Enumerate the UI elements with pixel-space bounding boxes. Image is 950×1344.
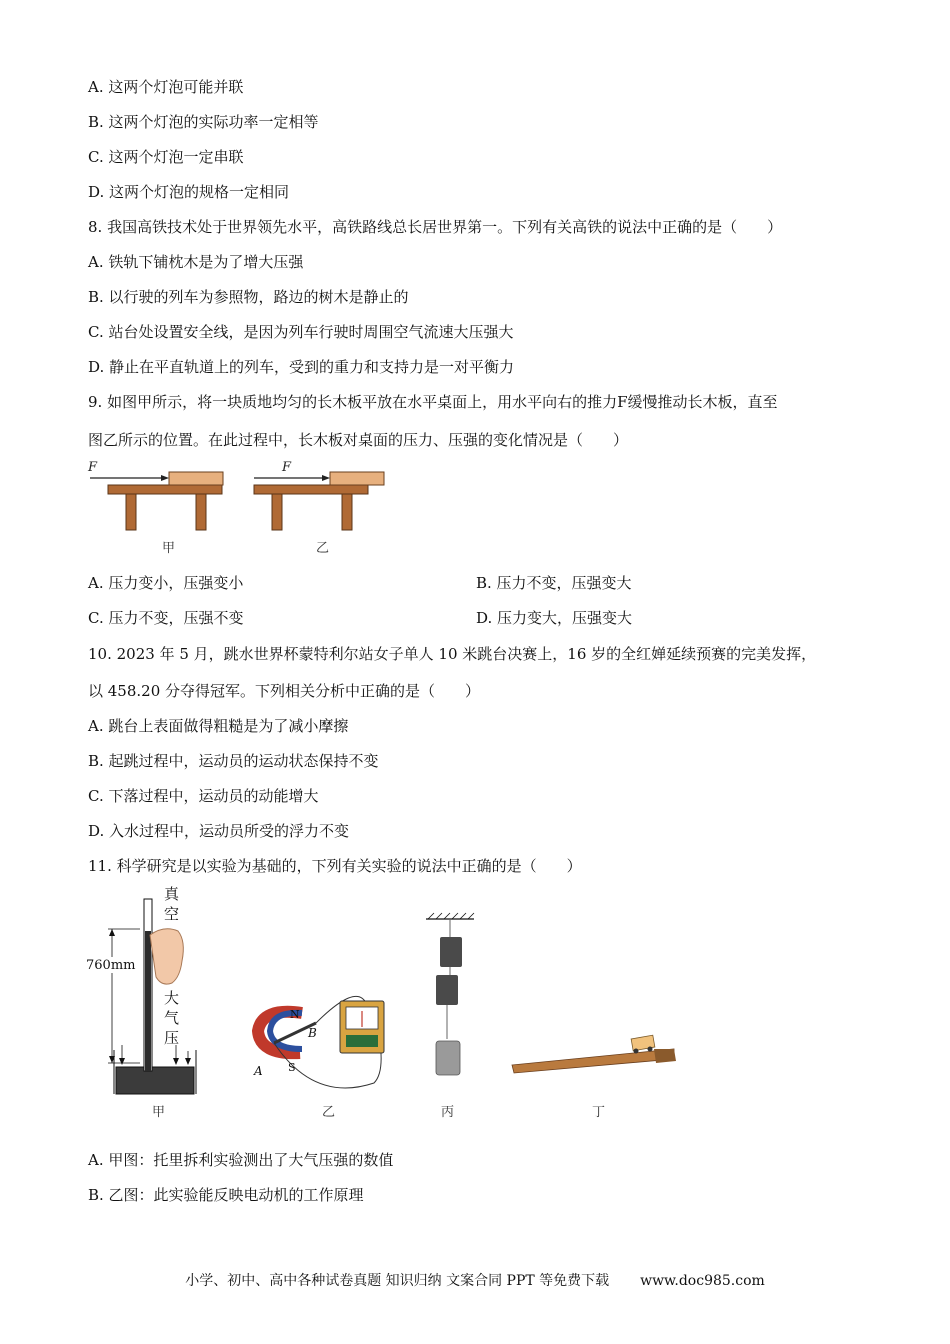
wooden-board xyxy=(512,1049,674,1073)
caption-jia-11: 甲 xyxy=(152,1105,166,1120)
table-yi xyxy=(254,460,384,530)
q11-option-b: B. 乙图：此实验能反映电动机的工作原理 xyxy=(88,1186,364,1204)
q8-stem: 8. 我国高铁技术处于世界领先水平，高铁路线总长居世界第一。下列有关高铁的说法中正确的是（ ） xyxy=(88,218,783,236)
q7-option-b: B. 这两个灯泡的实际功率一定相等 xyxy=(88,113,319,131)
q10-stem-line1: 10. 2023 年 5 月，跳水世界杯蒙特利尔站女子单人 10 米跳台决赛上，16 岁的全红婵延续预赛的完美发挥， xyxy=(88,645,817,663)
caption-jia: 甲 xyxy=(162,541,176,556)
q10-option-a: A. 跳台上表面做得粗糙是为了减小摩擦 xyxy=(88,717,349,735)
vacuum-label-1: 真 xyxy=(164,885,180,903)
q9-figure xyxy=(84,455,394,555)
q10-stem-line2: 以 458.20 分夺得冠军。下列相关分析中正确的是（ ） xyxy=(88,682,481,700)
q9-option-c: C. 压力不变，压强不变 xyxy=(88,609,244,627)
vacuum-label-2: 空 xyxy=(164,905,180,923)
weight-3 xyxy=(436,1041,460,1075)
q8-option-b: B. 以行驶的列车为参照物，路边的树木是静止的 xyxy=(88,288,409,306)
weight-1 xyxy=(440,937,462,967)
atm-label-1: 大 xyxy=(164,989,180,1007)
board-jia xyxy=(169,472,223,485)
caption-ding-11: 丁 xyxy=(592,1105,606,1120)
q8-option-d: D. 静止在平直轨道上的列车，受到的重力和支持力是一对平衡力 xyxy=(88,358,515,376)
q10-option-d: D. 入水过程中，运动员所受的浮力不变 xyxy=(88,822,350,840)
table-jia xyxy=(87,460,223,530)
mercury-column xyxy=(145,931,151,1071)
point-a-label: A xyxy=(254,1064,263,1078)
height-label: 760mm xyxy=(86,958,136,973)
page-footer xyxy=(0,1270,950,1290)
point-b-label: B xyxy=(308,1026,317,1040)
weight-2 xyxy=(436,975,458,1005)
q7-option-d: D. 这两个灯泡的规格一定相同 xyxy=(88,183,290,201)
q7-option-c: C. 这两个灯泡一定串联 xyxy=(88,148,244,166)
board-yi xyxy=(330,472,384,485)
q10-option-c: C. 下落过程中，运动员的动能增大 xyxy=(88,787,319,805)
induction-apparatus xyxy=(253,996,384,1088)
caption-bing-11: 丙 xyxy=(441,1105,455,1120)
force-label-yi: F xyxy=(282,460,292,475)
q8-option-a: A. 铁轨下铺枕木是为了增大压强 xyxy=(88,253,304,271)
q8-option-c: C. 站台处设置安全线，是因为列车行驶时周围空气流速大压强大 xyxy=(88,323,514,341)
footer-url[interactable]: www.doc985.com xyxy=(640,1273,765,1289)
force-label-jia: F xyxy=(88,460,98,475)
mercury-trough xyxy=(116,1067,194,1094)
q11-stem: 11. 科学研究是以实验为基础的，下列有关实验的说法中正确的是（ ） xyxy=(88,857,582,875)
caption-yi: 乙 xyxy=(316,541,330,556)
q9-stem-line2: 图乙所示的位置。在此过程中，长木板对桌面的压力、压强的变化情况是（ ） xyxy=(88,431,629,449)
q11-figure xyxy=(84,885,684,1120)
q9-stem-line1: 9. 如图甲所示，将一块质地均匀的长木板平放在水平桌面上，用水平向右的推力F缓慢推动长木板，直至 xyxy=(88,393,778,411)
hanging-weights xyxy=(426,913,474,1075)
footer-text: 小学、初中、高中各种试卷真题 知识归纳 文案合同 PPT 等免费下载 xyxy=(185,1273,610,1289)
q7-option-a: A. 这两个灯泡可能并联 xyxy=(88,78,244,96)
hand-icon xyxy=(150,929,183,984)
q10-option-b: B. 起跳过程中，运动员的运动状态保持不变 xyxy=(88,752,379,770)
magnet-s-label: S xyxy=(288,1061,296,1074)
atm-label-3: 压 xyxy=(164,1029,180,1047)
q11-option-a: A. 甲图：托里拆利实验测出了大气压强的数值 xyxy=(88,1151,394,1169)
atm-label-2: 气 xyxy=(164,1009,180,1027)
caption-yi-11: 乙 xyxy=(322,1105,336,1120)
q9-option-b: B. 压力不变，压强变大 xyxy=(476,574,632,592)
incline-apparatus xyxy=(512,1035,676,1073)
q11-figure-svg xyxy=(84,885,684,1120)
magnet-n-label: N xyxy=(290,1008,300,1021)
q9-option-d: D. 压力变大，压强变大 xyxy=(476,609,633,627)
q9-figure-svg xyxy=(84,455,394,555)
torricelli-apparatus xyxy=(86,885,196,1094)
q9-option-a: A. 压力变小，压强变小 xyxy=(88,574,244,592)
